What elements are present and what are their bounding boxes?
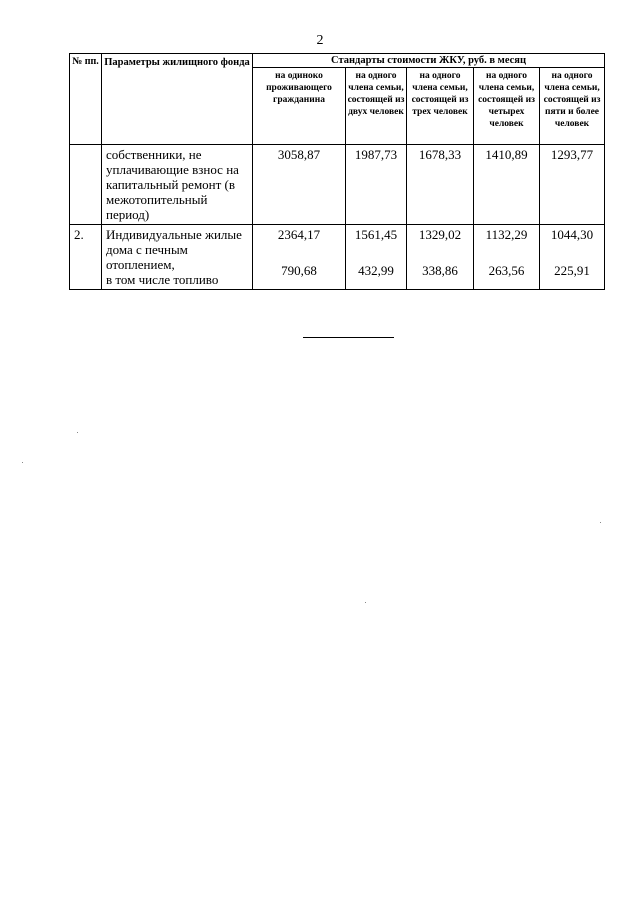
fuel-value: 338,86 xyxy=(422,263,458,278)
value-cell xyxy=(540,225,605,290)
value-cell: 1293,77 xyxy=(540,145,605,225)
scan-speck xyxy=(600,522,601,523)
value-cell: 1410,89 xyxy=(474,145,540,225)
row-number: 2. xyxy=(70,225,102,290)
row-number xyxy=(70,145,102,225)
value-cell xyxy=(253,225,346,290)
section-divider-line xyxy=(303,337,394,338)
table-header-row xyxy=(70,54,605,68)
value-cell: 1987,73 xyxy=(346,145,407,225)
row-value: 1132,29 xyxy=(485,227,528,242)
row-label-cell xyxy=(102,225,253,290)
scan-speck xyxy=(22,462,23,463)
header-number: № пп. xyxy=(70,54,102,145)
header-column-5: на одного члена семьи, состоящей из пяти и более человек xyxy=(540,68,605,145)
fuel-value: 432,99 xyxy=(358,263,394,278)
header-standards: Стандарты стоимости ЖКУ, руб. в месяц xyxy=(253,54,605,68)
row-value: 2364,17 xyxy=(277,227,321,242)
fuel-value: 790,68 xyxy=(281,263,317,278)
page-number: 2 xyxy=(316,33,324,48)
row-label: Индивидуальные жилые дома с печным отоплением, xyxy=(106,227,242,272)
header-parameters: Параметры жилищного фонда xyxy=(102,54,253,145)
fuel-value: 225,91 xyxy=(554,263,590,278)
header-column-1: на одиноко проживающего гражданина xyxy=(253,68,346,145)
value-cell xyxy=(407,225,474,290)
row-value: 1044,30 xyxy=(550,227,594,242)
scan-speck xyxy=(77,432,78,433)
table-row xyxy=(70,225,605,290)
value-cell xyxy=(346,225,407,290)
row-value: 1329,02 xyxy=(418,227,462,242)
row-value: 1561,45 xyxy=(354,227,398,242)
scan-speck xyxy=(365,602,366,603)
header-column-2: на одного члена семьи, состоящей из двух человек xyxy=(346,68,407,145)
fuel-value: 263,56 xyxy=(488,263,525,278)
value-cell: 1678,33 xyxy=(407,145,474,225)
row-sublabel: в том числе топливо xyxy=(106,272,219,287)
value-cell: 3058,87 xyxy=(253,145,346,225)
table-row xyxy=(70,145,605,225)
header-column-3: на одного члена семьи, состоящей из трех человек xyxy=(407,68,474,145)
value-cell xyxy=(474,225,540,290)
housing-cost-standards-table xyxy=(69,53,605,290)
header-column-4: на одного члена семьи, состоящей из четырех человек xyxy=(474,68,540,145)
row-label: собственники, не уплачивающие взнос на капитальный ремонт (в межотопительный период) xyxy=(102,145,253,225)
